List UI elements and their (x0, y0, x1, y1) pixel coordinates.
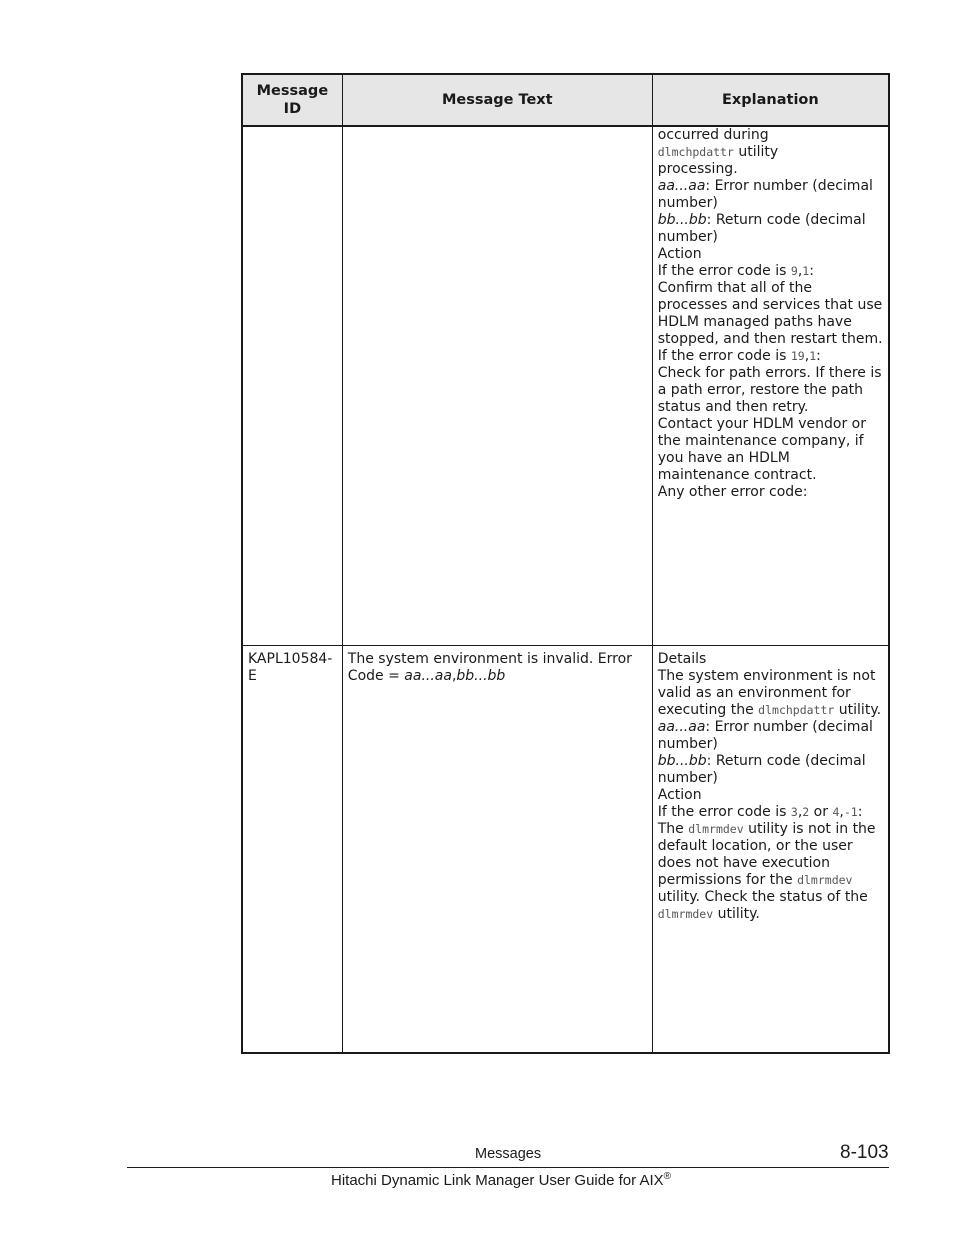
details-text: The system environment is not valid as an environment for executing the dlmchpdattr utility. (657, 668, 882, 718)
row2-message-id: KAPL10584-E (242, 646, 342, 1054)
continued-text: occurred during dlmchpdattr utility processing. (657, 127, 779, 177)
error-number-desc: aa...aa: Error number (decimal number) (657, 178, 873, 211)
row2-explanation (652, 646, 889, 1054)
check-instruction: Check for path errors. If there is a path error, restore the path status and then retry. (657, 365, 882, 415)
table-row (242, 646, 889, 1054)
header-message-id: Message ID (242, 74, 342, 126)
action-heading: Action (657, 787, 702, 803)
error-number-desc: aa...aa: Error number (decimal number) (657, 719, 873, 752)
footer-page-number: 8-103 (840, 1142, 889, 1163)
footer-section-title: Messages (475, 1146, 542, 1162)
code-utility: dlmchpdattr (657, 145, 734, 159)
footer-divider (127, 1167, 889, 1168)
dlmrmdev-instruction: The dlmrmdev utility is not in the default location, or the user does not have execution permissions for the dlmrmdev utility. Check the status of the dlmrmdev utility. (657, 821, 876, 922)
other-error-code: Any other error code: (657, 484, 808, 500)
row1-explanation (652, 126, 889, 646)
return-code-desc: bb...bb: Return code (decimal number) (657, 212, 866, 245)
row2-message-text: The system environment is invalid. Error Code = aa...aa,bb...bb (342, 646, 652, 1054)
condition-19-1: If the error code is 19,1: (657, 348, 821, 364)
row1-message-id (242, 126, 342, 646)
header-message-text: Message Text (342, 74, 652, 126)
contact-instruction: Contact your HDLM vendor or the maintenance company, if you have an HDLM maintenance contract. (657, 416, 866, 483)
row1-message-text (342, 126, 652, 646)
table-header-row (242, 74, 889, 126)
details-heading: Details (657, 651, 707, 667)
return-code-desc: bb...bb: Return code (decimal number) (657, 753, 866, 786)
message-table (241, 73, 890, 1054)
footer-guide-title: Hitachi Dynamic Link Manager User Guide for AIX® (331, 1171, 672, 1189)
confirm-instruction: Confirm that all of the processes and services that use HDLM managed paths have stopped, and then restart them. (657, 280, 883, 347)
condition-9-1: If the error code is 9,1: (657, 263, 814, 279)
action-heading: Action (657, 246, 702, 262)
registered-mark: ® (663, 1171, 672, 1182)
table-row (242, 126, 889, 646)
condition-3-2-or-4-minus1: If the error code is 3,2 or 4,-1: (657, 804, 863, 820)
header-explanation: Explanation (652, 74, 889, 126)
